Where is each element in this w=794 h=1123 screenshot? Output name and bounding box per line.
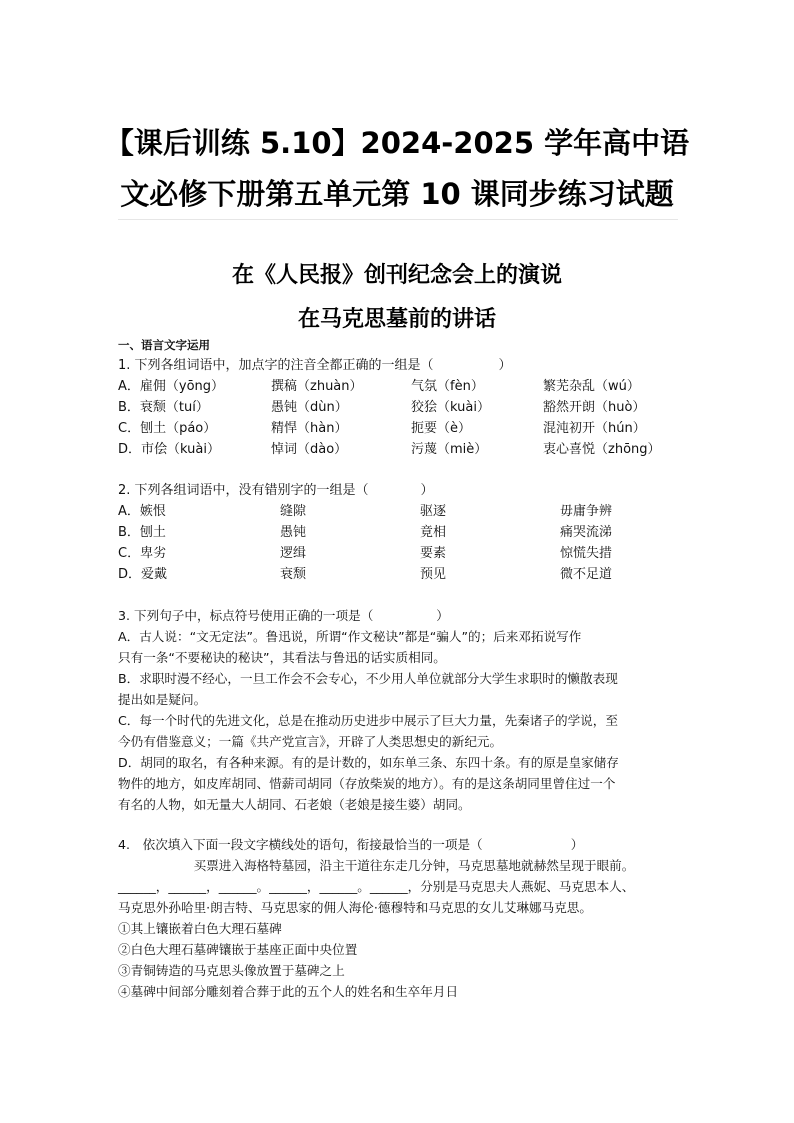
option-row-b	[118, 522, 690, 543]
option-cell: 愚钝	[280, 525, 307, 540]
sentence-item: ①其上镶嵌着白色大理石墓碑	[118, 921, 282, 936]
option-cell: 气氛（fèn）	[411, 379, 484, 394]
title-line-1: 【课后训练 5.10】2024-2025 学年高中语	[104, 126, 690, 160]
title-divider	[118, 219, 678, 220]
question-text-line: C．每一个时代的先进文化，总是在推动历史进步中展示了巨大力量，先秦诸子的学说，至	[118, 713, 618, 728]
question-text-line: D．胡同的取名，有各种来源。有的是计数的，如东单三条、东四十条。有的原是皇家储存	[118, 755, 619, 770]
option-row-c	[118, 543, 690, 564]
lesson-title-2: 在马克思墓前的讲话	[297, 307, 496, 332]
question-text-line: 只有一条“不要秘诀的秘诀”，其看法与鲁迅的话实质相同。	[118, 650, 446, 665]
section-heading: 一、语言文字运用	[118, 338, 210, 352]
option-cell: 愚钝（dùn）	[271, 400, 348, 415]
question-text-line: B．求职时漫不经心，一旦工作会不会专心，不少用人单位就部分大学生求职时的懒散表现	[118, 671, 618, 686]
sentence-item: ②白色大理石墓碑镶嵌于基座正面中央位置	[118, 942, 358, 957]
option-cell: 豁然开朗（huò）	[543, 400, 646, 415]
question-stem: 3. 下列句子中，标点符号使用正确的一项是（ ）	[118, 608, 449, 623]
option-cell: 繁芜杂乱（wú）	[543, 379, 640, 394]
question-stem: 2. 下列各组词语中，没有错别字的一组是（ ）	[118, 483, 434, 498]
option-cell: 逻缉	[280, 546, 307, 561]
question-4	[118, 834, 690, 1002]
question-stem: 4. 依次填入下面一段文字横线处的语句，衔接最恰当的一项是（ ）	[118, 837, 584, 852]
option-row-d	[118, 564, 690, 585]
option-cell: 驱逐	[420, 504, 447, 519]
option-cell: A．嫉恨	[118, 504, 166, 519]
question-1	[118, 355, 690, 460]
option-cell: D．爱戴	[118, 567, 168, 582]
document-title	[100, 118, 694, 220]
question-text-line: 今仍有借鉴意义；一篇《共产党宣言》，开辟了人类思想史的新纪元。	[118, 734, 503, 749]
option-cell: C．刨土（páo）	[118, 421, 217, 436]
option-cell: 微不足道	[560, 567, 613, 582]
option-cell: 惊慌失措	[560, 546, 613, 561]
sentence-item: ④墓碑中间部分雕刻着合葬于此的五个人的姓名和生卒年月日	[118, 984, 459, 999]
option-cell: B．刨土	[118, 525, 166, 540]
question-text-line: 提出如是疑问。	[118, 692, 207, 707]
option-cell: 衷心喜悦（zhōng）	[543, 442, 661, 457]
question-text-line: 物件的地方，如皮库胡同、惜薪司胡同（存放柴炭的地方）。有的是这条胡同里曾住过一个	[118, 776, 616, 791]
title-line-2: 文必修下册第五单元第 10 课同步练习试题	[120, 177, 674, 211]
option-row-a	[118, 501, 690, 522]
question-stem: 1. 下列各组词语中，加点字的注音全都正确的一组是（ ）	[118, 358, 512, 373]
option-cell: 毋庸争辨	[560, 504, 613, 519]
option-cell: 污蔑（miè）	[411, 442, 488, 457]
option-cell: 要素	[420, 546, 447, 561]
question-text-line: A．古人说：“文无定法”。鲁迅说，所谓“作文秘诀”都是“骗人”的；后来邓拓说写作	[118, 629, 582, 644]
question-text-line: 买票进入海格特墓园，沿主干道往东走几分钟，马克思墓地就赫然呈现于眼前。	[118, 858, 635, 873]
question-text-line: ______，______，______。______，______。______，分别是马克思夫人燕妮、马克思本人、	[118, 879, 635, 894]
option-row-a	[118, 376, 690, 397]
option-cell: 衰颓	[280, 567, 307, 582]
option-cell: B．衰颓（tuí）	[118, 400, 209, 415]
option-cell: 悼词（dào）	[271, 442, 348, 457]
option-cell: 撰稿（zhuàn）	[271, 379, 363, 394]
option-cell: 竟相	[420, 525, 447, 540]
lesson-title-1: 在《人民报》创刊纪念会上的演说	[231, 263, 562, 288]
question-3	[118, 605, 690, 815]
option-cell: 精悍（hàn）	[271, 421, 348, 436]
option-cell: A．雇佣（yōng）	[118, 379, 225, 394]
option-cell: 狡狯（kuài）	[411, 400, 490, 415]
option-cell: 预见	[420, 567, 447, 582]
option-cell: C．卑劣	[118, 546, 167, 561]
option-cell: 痛哭流涕	[560, 525, 613, 540]
option-row-c	[118, 418, 690, 439]
sentence-item: ③青铜铸造的马克思头像放置于墓碑之上	[118, 963, 345, 978]
question-2	[118, 480, 690, 585]
option-row-d	[118, 439, 690, 460]
option-cell: 扼要（è）	[411, 421, 471, 436]
question-text-line: 马克思外孙哈里·朗吉特、马克思家的佣人海伦·德穆特和马克思的女儿艾琳娜马克思。	[118, 900, 592, 915]
question-text-line: 有名的人物，如无量大人胡同、石老娘（老娘是接生婆）胡同。	[118, 797, 471, 812]
option-row-b	[118, 397, 690, 418]
option-cell: D．市侩（kuài）	[118, 442, 220, 457]
option-cell: 缝隙	[280, 504, 307, 519]
option-cell: 混沌初开（hún）	[543, 421, 646, 436]
